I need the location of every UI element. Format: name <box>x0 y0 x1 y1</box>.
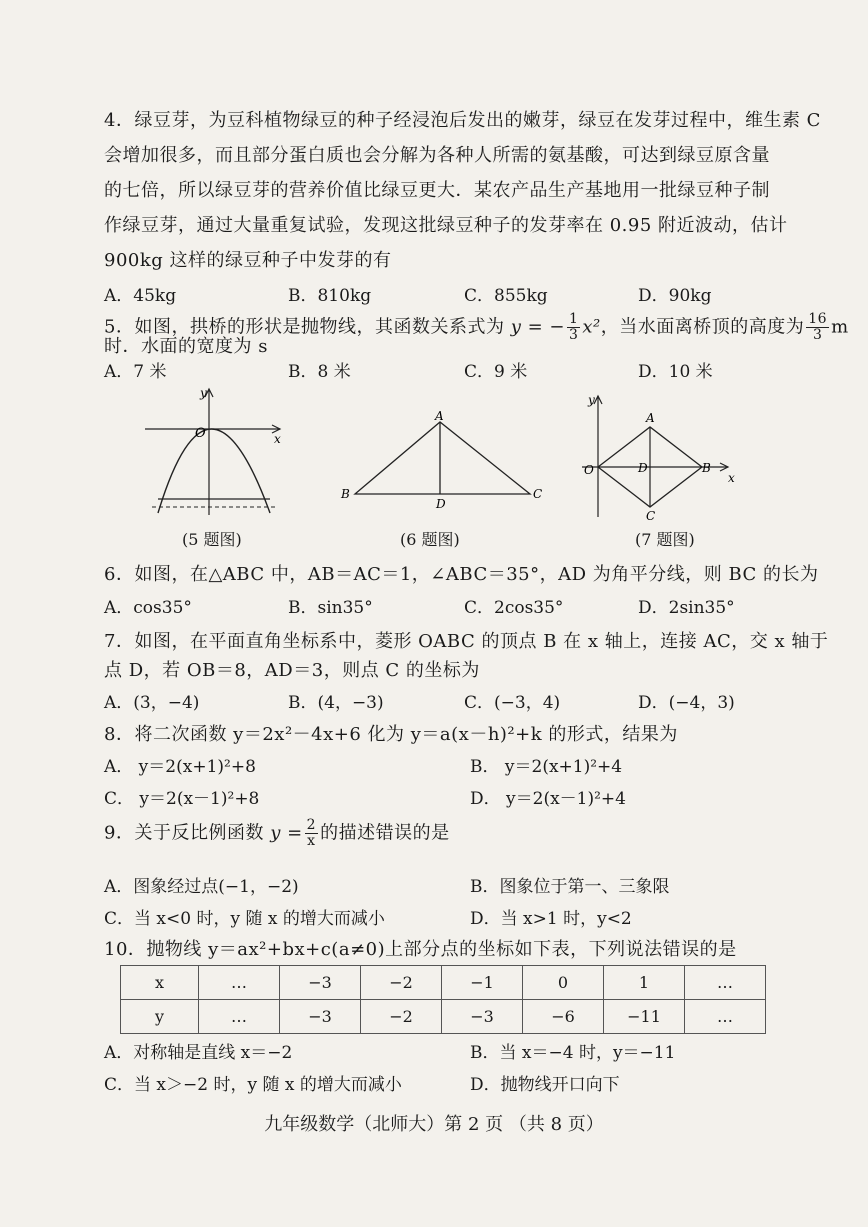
q4-line-3: 的七倍，所以绿豆芽的营养价值比绿豆更大．某农产品生产基地用一批绿豆种子制 <box>104 180 770 201</box>
q9-prefix: 9．关于反比例函数 <box>104 822 264 844</box>
q7-option-a: A．(3，−4) <box>104 693 200 713</box>
fig7-label-x: x <box>728 471 735 485</box>
q7-option-b: B．(4，−3) <box>288 693 384 713</box>
q10-option-a: A．对称轴是直线 x＝−2 <box>104 1043 293 1063</box>
fig6-triangle <box>355 422 530 494</box>
q4-option-d: D．90kg <box>638 286 712 306</box>
q8-text: 8．将二次函数 y＝2x²－4x+6 化为 y＝a(x－h)²+k 的形式，结果为 <box>104 724 678 745</box>
q5-unit: m <box>831 316 849 338</box>
fig7-label-b: B <box>702 461 711 475</box>
q6-option-d: D．2sin35° <box>638 598 735 618</box>
table-cell: … <box>685 1000 766 1034</box>
q9-text <box>104 818 450 849</box>
q9-option-a: A．图象经过点(−1，−2) <box>104 877 299 897</box>
q5-option-a: A．7 米 <box>104 362 167 382</box>
table-cell: −11 <box>604 1000 685 1034</box>
fig5-label-x: x <box>274 432 281 446</box>
q10-option-c: C．当 x＞−2 时，y 随 x 的增大而减小 <box>104 1075 402 1095</box>
fig5-label-o: O <box>195 426 206 441</box>
table-cell: −2 <box>361 966 442 1000</box>
q10-option-d: D．抛物线开口向下 <box>470 1075 620 1095</box>
fig5-label-y: y <box>200 386 207 400</box>
q5-fraction-2-den: 3 <box>812 327 823 343</box>
q6-option-a: A．cos35° <box>104 598 192 618</box>
q5-prefix: 5．如图，拱桥的形状是抛物线，其函数关系式为 <box>104 316 505 338</box>
q10-option-b: B．当 x＝−4 时，y＝−11 <box>470 1043 676 1063</box>
table-cell: x <box>121 966 199 1000</box>
q4-option-c: C．855kg <box>464 286 548 306</box>
q4-line-2: 会增加很多，而且部分蛋白质也会分解为各种人所需的氨基酸，可达到绿豆原含量 <box>104 145 770 166</box>
q5-fraction-1-den: 3 <box>568 327 579 343</box>
q5-y-eq: y = − <box>510 316 565 338</box>
table-row-y <box>121 1000 766 1034</box>
q5-option-c: C．9 米 <box>464 362 528 382</box>
fig7-label-y: y <box>588 393 595 407</box>
table-cell: 0 <box>523 966 604 1000</box>
q5-fraction-1 <box>567 312 580 343</box>
q9-suffix: 的描述错误的是 <box>320 822 450 844</box>
q5-fraction-1-num: 1 <box>568 311 579 327</box>
q9-fraction <box>305 818 318 849</box>
figure-7 <box>578 392 738 522</box>
fig6-label-b: B <box>341 487 350 501</box>
q7-line-1: 7．如图，在平面直角坐标系中，菱形 OABC 的顶点 B 在 x 轴上，连接 AC，交 x 轴于 <box>104 631 829 652</box>
page-footer: 九年级数学（北师大）第 2 页 （共 8 页） <box>264 1114 604 1135</box>
fig7-label-o: O <box>584 463 594 477</box>
table-cell: −2 <box>361 1000 442 1034</box>
q5-x-squared: x² <box>582 316 601 338</box>
q7-option-c: C．(−3，4) <box>464 693 561 713</box>
q4-line-4: 作绿豆芽，通过大量重复试验，发现这批绿豆种子的发芽率在 0.95 附近波动，估计 <box>104 215 788 236</box>
q6-text: 6．如图，在△ABC 中，AB＝AC＝1，∠ABC＝35°，AD 为角平分线，则 BC 的长为 <box>104 564 819 585</box>
q5-fraction-2 <box>806 312 829 343</box>
q5-option-d: D．10 米 <box>638 362 713 382</box>
table-cell: −3 <box>280 966 361 1000</box>
fig7-label-d: D <box>638 461 648 475</box>
table-cell: … <box>685 966 766 1000</box>
fig6-caption: (6 题图) <box>400 530 460 549</box>
table-row-x <box>121 966 766 1000</box>
table-cell: y <box>121 1000 199 1034</box>
q4-option-b: B．810kg <box>288 286 372 306</box>
q4-option-a: A．45kg <box>104 286 177 306</box>
fig7-caption: (7 题图) <box>635 530 695 549</box>
q7-line-2: 点 D，若 OB＝8，AD＝3，则点 C 的坐标为 <box>104 660 480 681</box>
q8-option-a: A． y＝2(x+1)²+8 <box>104 757 256 777</box>
fig6-label-d: D <box>436 497 446 510</box>
table-cell: −3 <box>280 1000 361 1034</box>
q8-option-b: B． y＝2(x+1)²+4 <box>470 757 623 777</box>
q10-value-table <box>120 965 766 1034</box>
q5-line-2: 时．水面的宽度为 s <box>104 336 268 357</box>
fig5-caption: (5 题图) <box>182 530 242 549</box>
figure-5 <box>140 385 290 520</box>
table-cell: −1 <box>442 966 523 1000</box>
q8-option-c: C． y＝2(x－1)²+8 <box>104 789 260 809</box>
figure-6 <box>335 410 555 510</box>
q9-option-b: B．图象位于第一、三象限 <box>470 877 670 897</box>
q8-option-d: D． y＝2(x－1)²+4 <box>470 789 626 809</box>
table-cell: 1 <box>604 966 685 1000</box>
q4-line-1: 4．绿豆芽，为豆科植物绿豆的种子经浸泡后发出的嫩芽，绿豆在发芽过程中，维生素 C <box>104 110 821 131</box>
q6-option-c: C．2cos35° <box>464 598 564 618</box>
fig6-label-c: C <box>533 487 543 501</box>
q6-option-b: B．sin35° <box>288 598 373 618</box>
q5-middle: ，当水面离桥顶的高度为 <box>600 316 805 338</box>
q4-line-5: 900kg 这样的绿豆种子中发芽的有 <box>104 250 392 271</box>
q7-option-d: D．(−4，3) <box>638 693 735 713</box>
table-cell: −6 <box>523 1000 604 1034</box>
q5-option-b: B．8 米 <box>288 362 351 382</box>
q5-fraction-2-num: 16 <box>808 311 828 327</box>
table-cell: … <box>199 1000 280 1034</box>
table-cell: −3 <box>442 1000 523 1034</box>
q9-fraction-den: x <box>307 833 316 849</box>
q9-y-eq: y = <box>270 822 303 844</box>
q9-option-d: D．当 x>1 时，y<2 <box>470 909 632 929</box>
q9-option-c: C．当 x<0 时，y 随 x 的增大而减小 <box>104 909 385 929</box>
fig6-label-a: A <box>435 410 444 423</box>
table-cell: … <box>199 966 280 1000</box>
fig7-label-a: A <box>646 411 655 425</box>
q9-fraction-num: 2 <box>306 817 317 833</box>
fig5-parabola <box>158 429 270 513</box>
q10-text: 10．抛物线 y＝ax²+bx+c(a≠0)上部分点的坐标如下表，下列说法错误的是 <box>104 939 737 960</box>
fig7-label-c: C <box>646 509 656 522</box>
